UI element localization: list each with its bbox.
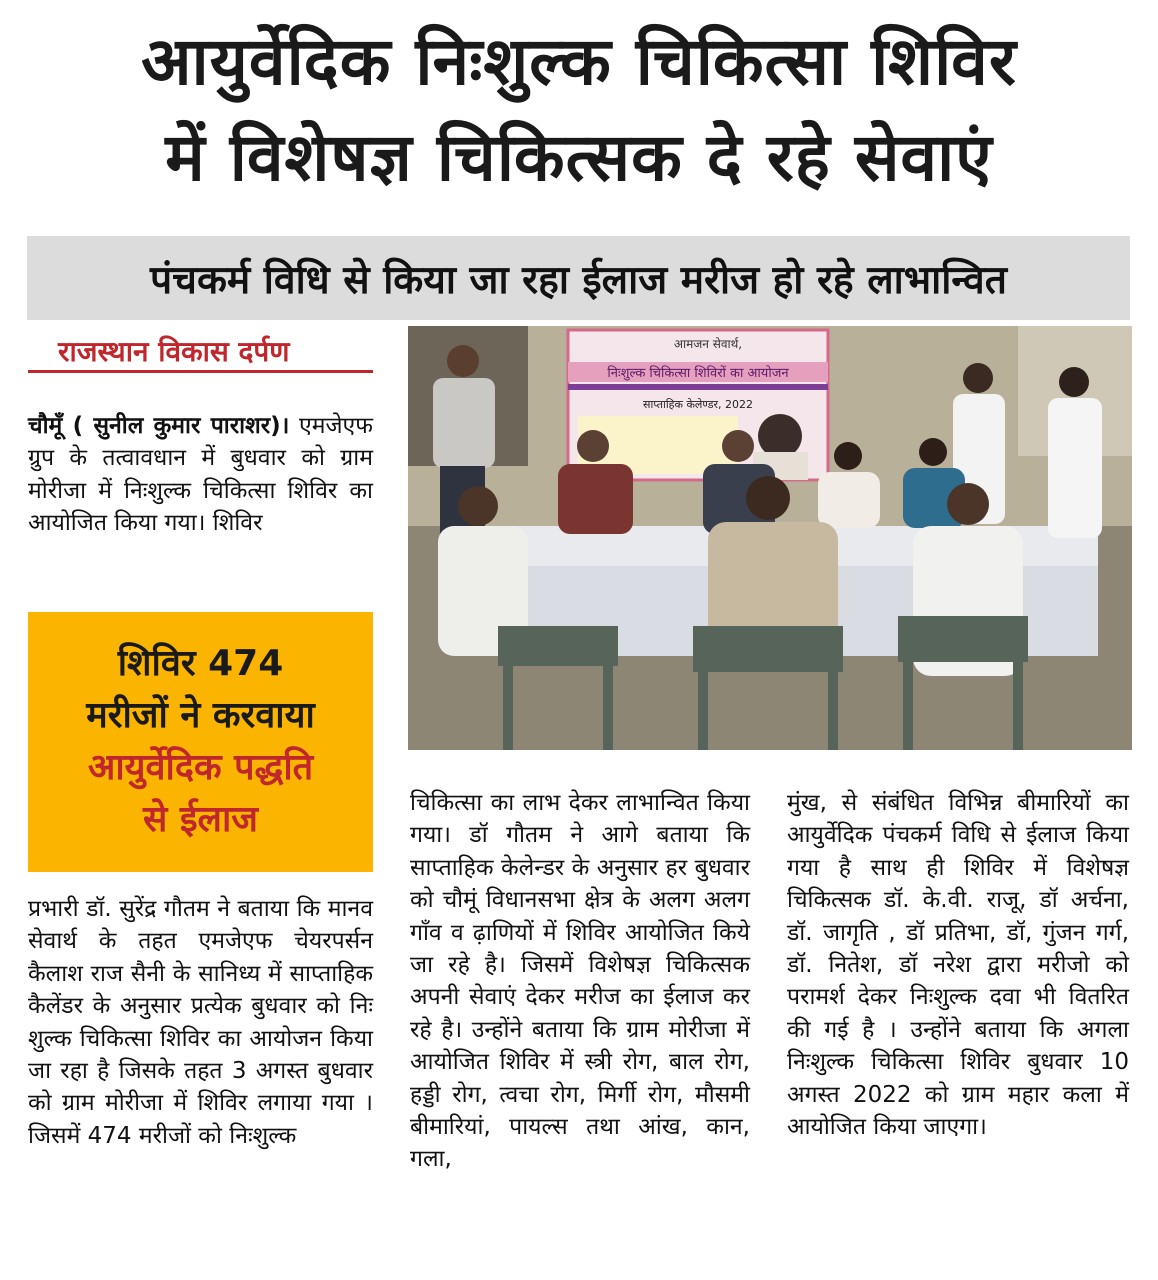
callout-line-2: मरीजों ने करवाया [86, 695, 315, 736]
article-intro [28, 410, 373, 540]
callout-line-4: से ईलाज [143, 799, 258, 840]
callout-line-3: आयुर्वेदिक पद्धति [87, 747, 314, 788]
subheadline-bar [27, 236, 1130, 320]
article-column-3 [787, 787, 1129, 1143]
byline-rule [28, 370, 373, 373]
callout-box [28, 612, 373, 872]
banner-line-3: साप्ताहिक केलेण्डर, 2022 [643, 398, 753, 411]
photo-illustration [408, 326, 1132, 750]
column-2-text: चिकित्सा का लाभ देकर लाभान्वित किया गया। डॉ गौतम ने आगे बताया कि साप्ताहिक केलेन्डर के अनुसार हर बुधवार को चौमूं विधानसभा क्षेत्र के अलग अलग गाँव व ढ़ाणियों में शिविर आयोजित किये जा रहे है। जिसमें विशेषज्ञ चिकित्सक अपनी सेवाएं देकर मरीज का ईलाज कर रहे है। उन्होंने बताया कि ग्राम मोरीजा में आयोजित शिविर में स्त्री रोग, बाल रोग, हड्डी रोग, त्वचा रोग, मिर्गी रोग, मौसमी बीमारियां, पायल्स तथा आंख, कान, गला, [410, 790, 750, 1173]
article-column-2 [410, 787, 750, 1176]
subheadline: पंचकर्म विधि से किया जा रहा ईलाज मरीज हो रहे लाभान्वित [150, 257, 1007, 303]
banner-line-2: निःशुल्क चिकित्सा शिविरों का आयोजन [607, 366, 789, 381]
headline-line-1: आयुर्वेदिक निःशुल्क चिकित्सा शिविर [141, 23, 1017, 100]
byline-text: राजस्थान विकास दर्पण [58, 335, 290, 368]
dateline: चौमूँ ( सुनील कुमार पाराशर)। [28, 413, 290, 439]
column-3-text: मुंख, से संबंधित विभिन्न बीमारियों का आयुर्वेदिक पंचकर्म विधि से ईलाज किया गया है साथ ही शिविर में विशेषज्ञ चिकित्सक डॉ. के.वी. राजू, डॉ अर्चना, डॉ. जागृति , डॉ प्रतिभा, डॉ, गुंजन गर्ग, डॉ. नितेश, डॉ नरेश द्वारा मरीजो को परामर्श देकर निःशुल्क दवा भी वितरित की गई है । उन्होंने बताया कि अगला निःशुल्क चिकित्सा शिविर बुधवार 10 अगस्त 2022 को ग्राम महार कला में आयोजित किया जाएगा। [787, 790, 1129, 1141]
banner-line-1: आमजन सेवार्थ, [673, 337, 743, 351]
column-1-text: प्रभारी डॉ. सुरेंद्र गौतम ने बताया कि मानव सेवार्थ के तहत एमजेएफ चेयरपर्सन कैलाश राज सैनी के सानिध्य में साप्ताहिक कैलेंडर के अनुसार प्रत्येक बुधवार को निः शुल्क चिकित्सा शिविर का आयोजन किया जा रहा है जिसके तहत 3 अगस्त बुधवार को ग्राम मोरीजा में शिविर लगाया गया । जिसमें 474 मरीजों को निःशुल्क [28, 896, 373, 1149]
headline-line-2: में विशेषज्ञ चिकित्सक दे रहे सेवाएं [165, 119, 993, 196]
byline [28, 330, 373, 372]
callout-line-1: शिविर 474 [117, 643, 284, 684]
news-photo [408, 326, 1132, 750]
camp-banner [568, 330, 828, 480]
article-column-1 [28, 893, 373, 1152]
intro-text: एमजेएफ ग्रुप के तत्वावधान में बुधवार को ग्राम मोरीजा में निःशुल्क चिकित्सा शिविर का आयोजित किया गया। शिविर [28, 413, 373, 537]
